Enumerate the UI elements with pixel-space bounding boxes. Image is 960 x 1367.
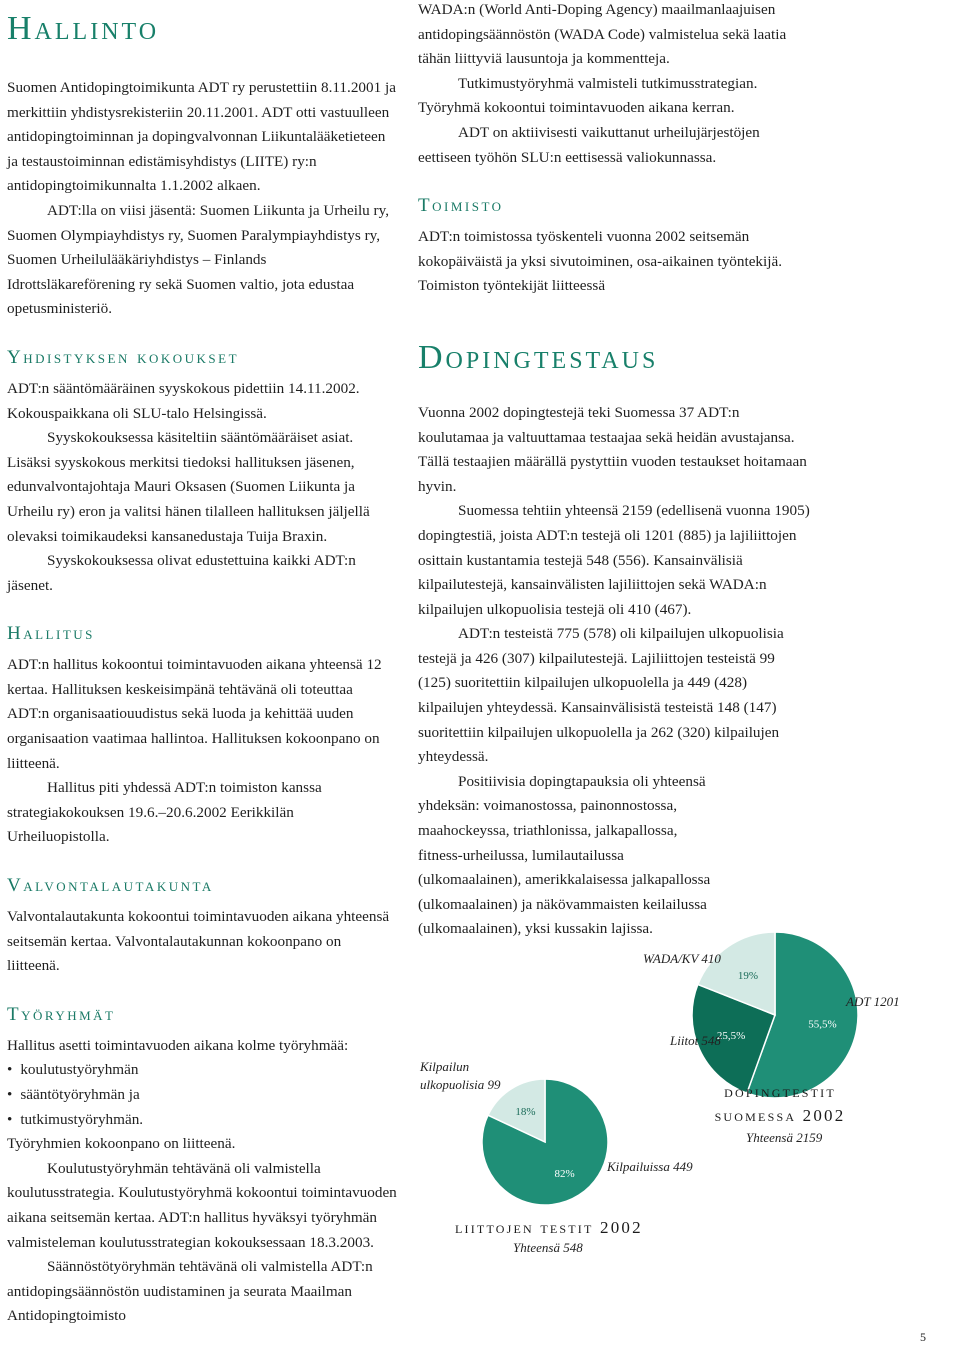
chart-subtitle-federation-tests: Yhteensä 548 xyxy=(513,1240,583,1255)
pie-slice-label-in-competition: 82% xyxy=(554,1167,575,1180)
legend-label-wada: WADA/KV 410 xyxy=(643,951,721,966)
right-paragraph-1: WADA:n (World Anti-Doping Agency) maailmanlaajuisen antidopingsäännöstön (WADA Code) valmistelua sekä laatia tähän liittyviä lausuntoja ja kommentteja. xyxy=(418,1,787,68)
list-item: • sääntötyöryhmän ja xyxy=(7,1083,397,1108)
intro-paragraph-2: ADT:lla on viisi jäsentä: Suomen Liikunta ja Urheilu ry, Suomen Olympiayhdistys ry, Suomen Paralympiayhdistys ry, Suomen Urheilulääkäriyhdistys – Finlands Idrottsläkareförening ry sekä Suomen valtio, jota edustaa opetusministeriö. xyxy=(7,201,390,318)
section-title-doping-testing: Dopingtestaus xyxy=(418,338,659,376)
right-paragraph-3: ADT on aktiivisesti vaikuttanut urheilujärjestöjen eettiseen työhön SLU:n eettisessä valiokunnassa. xyxy=(418,123,760,166)
legend-label-in-competition: Kilpailuissa 449 xyxy=(607,1159,693,1174)
chart-title-federation-tests: liittojen testit 2002 xyxy=(455,1218,643,1237)
working-groups-paragraph-3: Koulutustyöryhmän tehtävänä oli valmistella koulutusstrategia. Koulutustyöryhmä kokoontui toimintavuoden aikana seitsemän kertaa. ADT:n hallitus hyväksyi työryhmän valmisteleman koulutusstrategian kokouksessaan 18.3.2003. xyxy=(7,1159,397,1251)
left-column xyxy=(7,0,397,1329)
intro-paragraph-1: Suomen Antidopingtoimikunta ADT ry perustettiin 8.11.2001 ja merkittiin yhdistysrekisteriin 20.11.2001. ADT otti vastuulleen antidopingtoiminnan ja dopingvalvonnan Liikuntalääketieteen ja testaustoiminnan edistämisyhdistys (LIITE) ry:n antidopingtoimikunnalta 1.1.2002 alkaen. xyxy=(7,79,396,195)
board-paragraph-2: Hallitus piti yhdessä ADT:n toimiston kanssa strategiakokouksen 19.6.–20.6.2002 Eerikkilän Urheiluopistolla. xyxy=(7,779,322,846)
testing-paragraph-3: ADT:n testeistä 775 (578) oli kilpailujen ulkopuolisia testejä ja 426 (307) kilpailutestejä. Lajiliittojen testeistä 99 (125) suoritettiin kilpailujen ulkopuolella ja 449 (428) kilpailujen yhteydessä. Kansainvälisistä testeistä 148 (147) suoritettiin kilpailujen ulkopuolella ja 262 (320) kilpailujen yhteydessä. xyxy=(418,625,784,766)
legend-label-adt: ADT 1201 xyxy=(846,994,900,1009)
board-paragraph-1: ADT:n hallitus kokoontui toimintavuoden aikana yhteensä 12 kertaa. Hallituksen keskeisimpänä tehtävänä oli toteuttaa ADT:n organisaatiouudistus sekä luoda ja kehittää uuden organisaation vaatimaa hallintoa. Hallituksen kokoonpano on liitteenä. xyxy=(7,656,382,772)
working-groups-paragraph-1: Hallitus asetti toimintavuoden aikana kolme työryhmää: xyxy=(7,1036,349,1054)
chart-title-doping-tests: dopingtestit suomessa 2002 xyxy=(714,1082,846,1125)
legend-label-out-of-competition: Kilpailun ulkopuolisia 99 xyxy=(420,1059,501,1092)
right-column xyxy=(418,0,810,942)
legend-label-liitot: Liitot 548 xyxy=(670,1033,721,1048)
pie-slice-label-wada: 19% xyxy=(737,970,759,983)
working-groups-paragraph-4: Säännöstötyöryhmän tehtävänä oli valmistella ADT:n antidopingsäännöstön uudistaminen ja seurata Maailman Antidopingtoimisto xyxy=(7,1258,373,1325)
testing-paragraph-2: Suomessa tehtiin yhteensä 2159 (edellisenä vuonna 1905) dopingtestiä, joista ADT:n testejä oli 1201 (885) ja lajiliittojen osittain kustantamia testejä 548 (556). Kansainvälisiä kilpailutestejä, kansainvälisten lajiliittojen sekä WADA:n kilpailujen ulkopuolisia testejä oli 410 (467). xyxy=(418,502,810,618)
section-title-working-groups: Työryhmät xyxy=(7,1003,116,1025)
meetings-paragraph-3: Syyskokouksessa olivat edustettuina kaikki ADT:n jäsenet. xyxy=(7,552,356,594)
chart-subtitle-doping-tests: Yhteensä 2159 xyxy=(746,1130,823,1145)
office-paragraph-1: ADT:n toimistossa työskenteli vuonna 2002 seitsemän kokopäiväistä ja yksi sivutoiminen, osa-aikainen työntekijä. Toimiston työntekijät liitteessä xyxy=(418,228,783,295)
pie-slice-label-adt: 55,5% xyxy=(808,1018,837,1031)
page-number: 5 xyxy=(920,1330,926,1344)
list-item: • tutkimustyöryhmän. xyxy=(7,1108,397,1133)
testing-paragraph-1: Vuonna 2002 dopingtestejä teki Suomessa 37 ADT:n koulutamaa ja valtuuttamaa testaajaa sekä heidän avustajansa. Tällä testaajien määrällä pystyttiin vuoden testaukset hoitamaan hyvin. xyxy=(418,403,807,495)
working-groups-list xyxy=(7,1058,397,1132)
section-title-office: Toimisto xyxy=(418,195,504,217)
section-title-supervisory-board: Valvontalautakunta xyxy=(7,875,214,897)
working-groups-paragraph-2: Työryhmien kokoonpano on liitteenä. xyxy=(7,1135,236,1153)
section-title-board: Hallitus xyxy=(7,623,95,645)
pie-slice-label-liitot: 25,5% xyxy=(716,1029,746,1042)
page-title: Hallinto xyxy=(7,10,160,47)
supervisory-paragraph-1: Valvontalautakunta kokoontui toimintavuoden aikana yhteensä seitsemän kertaa. Valvontalautakunnan kokoonpano on liitteenä. xyxy=(7,908,390,975)
meetings-paragraph-2: Syyskokouksessa käsiteltiin sääntömääräiset asiat. Lisäksi syyskokous merkitsi tiedoksi hallituksen jäsenen, edunvalvontajohtaja Mauri Oksasen (Suomen Liikunta ja Urheilu ry) eron ja valitsi hänen tilalleen hallituksen jäljellä olevaksi toimikaudeksi kansanedustaja Tuija Braxin. xyxy=(7,429,370,545)
meetings-paragraph-1: ADT:n sääntömääräinen syyskokous pidettiin 14.11.2002. Kokouspaikkana oli SLU-talo Helsingissä. xyxy=(7,379,360,422)
list-item: • koulutustyöryhmän xyxy=(7,1058,397,1083)
section-title-meetings: Yhdistyksen kokoukset xyxy=(7,346,240,368)
pie-chart-federation-tests xyxy=(480,1077,610,1207)
testing-paragraph-4: Positiivisia dopingtapauksia oli yhteensä yhdeksän: voimanostossa, painonnostossa, maahockeyssa, triathlonissa, jalkapallossa, fitness-urheilussa, lumilautailussa (ulkomaalainen), amerikkalaisessa jalkapallossa (ulkomaalainen) ja näkövammaisten keilailussa (ulkomaalainen), yksi kussakin lajissa. xyxy=(418,772,711,938)
pie-slice-label-out-of-competition: 18% xyxy=(515,1106,536,1119)
right-paragraph-2: Tutkimustyöryhmä valmisteli tutkimusstrategian. Työryhmä kokoontui toimintavuoden aikana kerran. xyxy=(418,74,758,117)
